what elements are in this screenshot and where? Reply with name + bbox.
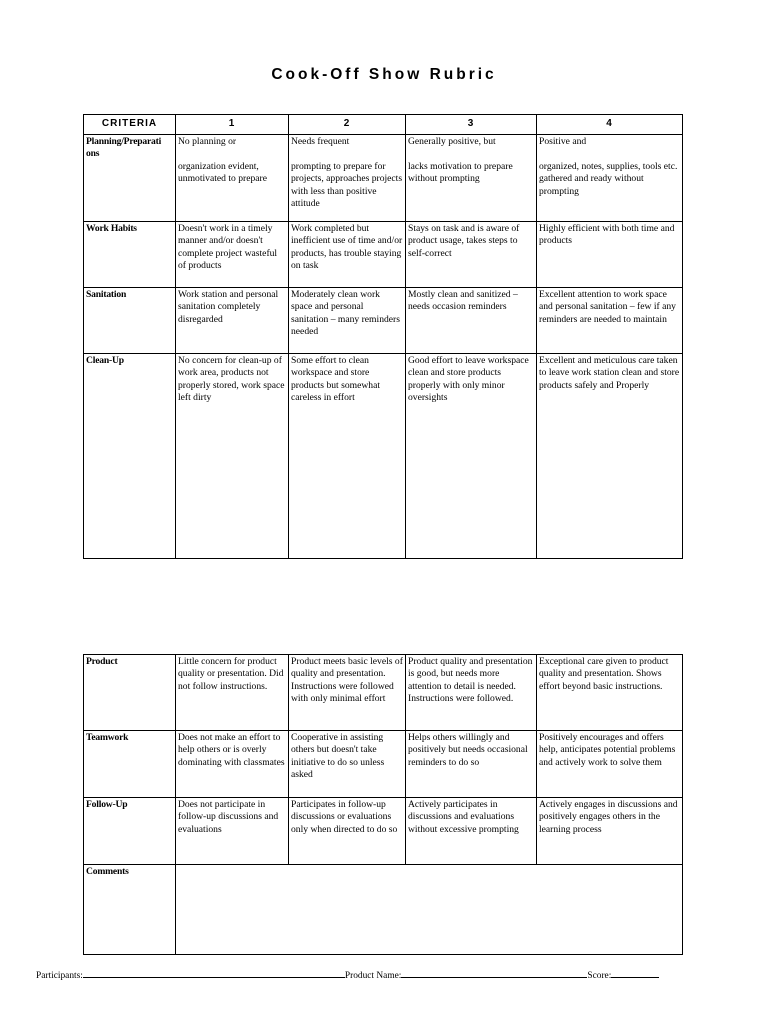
participants-label: Participants: — [36, 971, 83, 981]
rubric-cell: Positively encourages and offers help, anticipates potential problems and actively work to solve them — [537, 731, 683, 798]
rubric-cell: Work station and personal sanitation completely disregarded — [176, 288, 289, 354]
rubric-cell: Does not make an effort to help others or is overly dominating with classmates — [176, 731, 289, 798]
header-row — [84, 115, 683, 135]
rubric-cell: Cooperative in assisting others but doesn't take initiative to do so unless asked — [289, 731, 406, 798]
score-label: Score: — [587, 971, 612, 981]
score-blank[interactable] — [611, 968, 659, 978]
rubric-cell: Little concern for product quality or presentation. Did not follow instructions. — [176, 655, 289, 731]
rubric-cell: Actively participates in discussions and evaluations without excessive prompting — [406, 798, 537, 865]
criteria-label: Teamwork — [84, 731, 176, 798]
table-row — [84, 135, 683, 222]
rubric-cell: No planning or organization evident, unmotivated to prepare — [176, 135, 289, 222]
comments-label: Comments — [84, 865, 176, 955]
table-row — [84, 655, 683, 731]
rubric-cell: Work completed but inefficient use of time and/or products, has trouble staying on task — [289, 222, 406, 288]
header-score-2: 2 — [289, 115, 406, 135]
product-name-blank[interactable] — [401, 968, 587, 978]
criteria-label: Work Habits — [84, 222, 176, 288]
rubric-cell: Product meets basic levels of quality and presentation. Instructions were followed with only minimal effort — [289, 655, 406, 731]
footer-signature-line — [36, 968, 659, 981]
rubric-table-top — [83, 114, 683, 559]
rubric-cell: Does not participate in follow-up discussions and evaluations — [176, 798, 289, 865]
rubric-cell: Excellent and meticulous care taken to leave work station clean and store products safely and Properly — [537, 354, 683, 559]
rubric-cell: Highly efficient with both time and products — [537, 222, 683, 288]
criteria-label: Follow-Up — [84, 798, 176, 865]
rubric-cell: Exceptional care given to product quality and presentation. Shows effort beyond basic instructions. — [537, 655, 683, 731]
table-row — [84, 222, 683, 288]
criteria-label: Sanitation — [84, 288, 176, 354]
rubric-cell: Some effort to clean workspace and store products but somewhat careless in effort — [289, 354, 406, 559]
header-criteria: CRITERIA — [84, 115, 176, 135]
product-name-label: Product Name: — [344, 971, 402, 981]
rubric-cell: Excellent attention to work space and personal sanitation – few if any reminders are needed to maintain — [537, 288, 683, 354]
criteria-label: Product — [84, 655, 176, 731]
criteria-label: Planning/Preparati ons — [84, 135, 176, 222]
rubric-cell: Generally positive, but lacks motivation to prepare without prompting — [406, 135, 537, 222]
rubric-cell: Actively engages in discussions and positively engages others in the learning process — [537, 798, 683, 865]
participants-blank[interactable] — [83, 968, 345, 978]
rubric-table-bottom — [83, 654, 683, 955]
page-title: Cook-Off Show Rubric — [271, 66, 497, 83]
rubric-cell: Helps others willingly and positively but needs occasional reminders to do so — [406, 731, 537, 798]
rubric-cell: Product quality and presentation is good, but needs more attention to detail is needed. Instructions were followed. — [406, 655, 537, 731]
rubric-cell: Mostly clean and sanitized – needs occasion reminders — [406, 288, 537, 354]
header-score-1: 1 — [176, 115, 289, 135]
table-row — [84, 288, 683, 354]
rubric-cell: Positive and organized, notes, supplies, tools etc. gathered and ready without prompting — [537, 135, 683, 222]
rubric-cell: Moderately clean work space and personal sanitation – many reminders needed — [289, 288, 406, 354]
rubric-cell: Doesn't work in a timely manner and/or doesn't complete project wasteful of products — [176, 222, 289, 288]
comments-field[interactable] — [176, 865, 683, 955]
comments-row — [84, 865, 683, 955]
table-row — [84, 798, 683, 865]
rubric-cell: Needs frequent prompting to prepare for projects, approaches projects with less than positive attitude — [289, 135, 406, 222]
header-score-4: 4 — [537, 115, 683, 135]
header-score-3: 3 — [406, 115, 537, 135]
rubric-cell: Good effort to leave workspace clean and store products properly with only minor oversights — [406, 354, 537, 559]
rubric-cell: Participates in follow-up discussions or evaluations only when directed to do so — [289, 798, 406, 865]
rubric-cell: No concern for clean-up of work area, products not properly stored, work space left dirty — [176, 354, 289, 559]
table-row — [84, 731, 683, 798]
rubric-cell: Stays on task and is aware of product usage, takes steps to self-correct — [406, 222, 537, 288]
table-row — [84, 354, 683, 559]
criteria-label: Clean-Up — [84, 354, 176, 559]
